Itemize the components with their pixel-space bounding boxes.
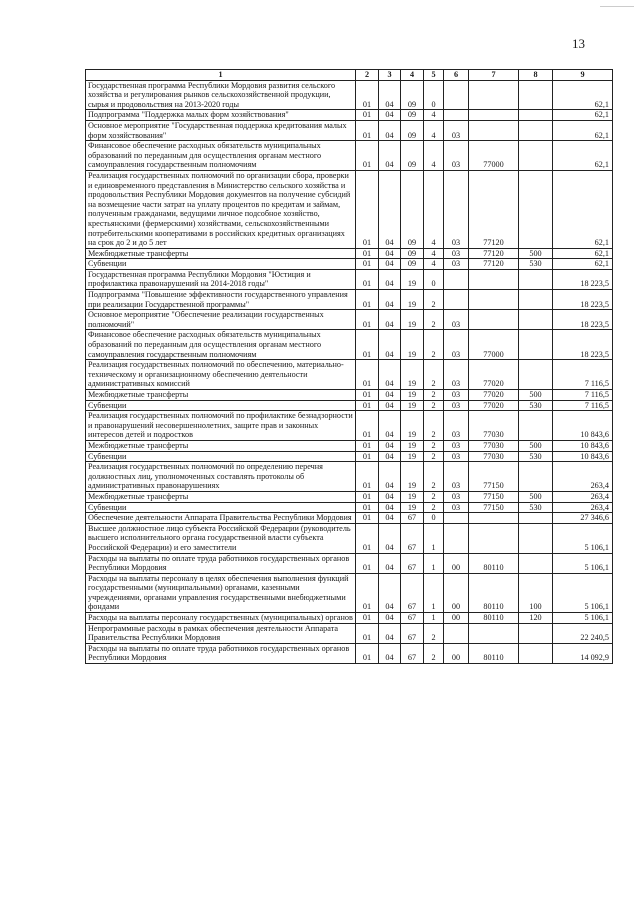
code-subsection: 19 xyxy=(401,269,424,289)
amount: 7 116,5 xyxy=(553,390,613,401)
table-row xyxy=(86,462,613,492)
code-subprogram: 03 xyxy=(444,120,469,140)
code-section: 04 xyxy=(379,330,401,360)
row-name: Межбюджетные трансферты xyxy=(86,491,356,502)
code-direction: 80110 xyxy=(469,643,519,663)
code-program: 2 xyxy=(424,310,444,330)
code-expense-type xyxy=(519,411,553,441)
amount: 10 843,6 xyxy=(553,411,613,441)
table-row xyxy=(86,390,613,401)
code-expense-type: 120 xyxy=(519,613,553,624)
code-direction xyxy=(469,523,519,553)
table-row xyxy=(86,491,613,502)
table-row xyxy=(86,523,613,553)
code-section: 04 xyxy=(379,411,401,441)
row-name: Реализация государственных полномочий по профилактике безнадзорности и правонарушений несовершеннолетних, защите прав и законных интересов детей и подростков xyxy=(86,411,356,441)
code-ministry: 01 xyxy=(356,310,379,330)
row-name: Расходы на выплаты персоналу государственных (муниципальных) органов xyxy=(86,613,356,624)
code-expense-type xyxy=(519,513,553,524)
code-expense-type xyxy=(519,553,553,573)
code-ministry: 01 xyxy=(356,553,379,573)
code-section: 04 xyxy=(379,462,401,492)
table-row xyxy=(86,400,613,411)
code-subprogram xyxy=(444,513,469,524)
code-subprogram: 03 xyxy=(444,360,469,390)
code-section: 04 xyxy=(379,553,401,573)
code-subprogram: 03 xyxy=(444,400,469,411)
code-expense-type: 500 xyxy=(519,390,553,401)
row-name: Реализация государственных полномочий по обеспечению, материально-техническому и организационному обеспечению деятельности административных комиссий xyxy=(86,360,356,390)
code-subsection: 09 xyxy=(401,259,424,270)
code-subprogram: 03 xyxy=(444,440,469,451)
code-subprogram xyxy=(444,623,469,643)
column-header: 1 xyxy=(86,70,356,81)
code-expense-type xyxy=(519,170,553,248)
code-direction xyxy=(469,513,519,524)
row-name: Субвенции xyxy=(86,502,356,513)
code-ministry: 01 xyxy=(356,259,379,270)
code-program: 2 xyxy=(424,411,444,441)
code-program: 2 xyxy=(424,643,444,663)
table-row xyxy=(86,120,613,140)
amount: 62,1 xyxy=(553,170,613,248)
row-name: Расходы на выплаты по оплате труда работников государственных органов Республики Мордовия xyxy=(86,553,356,573)
code-direction: 80110 xyxy=(469,613,519,624)
code-program: 0 xyxy=(424,513,444,524)
code-program: 4 xyxy=(424,110,444,121)
code-direction: 77150 xyxy=(469,462,519,492)
table-row xyxy=(86,110,613,121)
code-ministry: 01 xyxy=(356,613,379,624)
row-name: Основное мероприятие "Обеспечение реализации государственных полномочий" xyxy=(86,310,356,330)
code-ministry: 01 xyxy=(356,330,379,360)
code-ministry: 01 xyxy=(356,643,379,663)
code-subsection: 67 xyxy=(401,623,424,643)
row-name: Межбюджетные трансферты xyxy=(86,440,356,451)
table-row xyxy=(86,643,613,663)
code-subprogram: 03 xyxy=(444,248,469,259)
code-subsection: 67 xyxy=(401,553,424,573)
code-subprogram: 03 xyxy=(444,330,469,360)
column-header: 6 xyxy=(444,70,469,81)
code-ministry: 01 xyxy=(356,248,379,259)
code-program: 2 xyxy=(424,623,444,643)
code-ministry: 01 xyxy=(356,400,379,411)
code-subsection: 19 xyxy=(401,451,424,462)
code-expense-type xyxy=(519,110,553,121)
code-program: 2 xyxy=(424,451,444,462)
amount: 62,1 xyxy=(553,110,613,121)
table-row xyxy=(86,502,613,513)
code-direction: 77150 xyxy=(469,502,519,513)
code-section: 04 xyxy=(379,623,401,643)
code-program: 2 xyxy=(424,290,444,310)
code-section: 04 xyxy=(379,80,401,110)
amount: 5 106,1 xyxy=(553,613,613,624)
amount: 62,1 xyxy=(553,141,613,171)
code-expense-type xyxy=(519,141,553,171)
row-name: Непрограммные расходы в рамках обеспечения деятельности Аппарата Правительства Республики Мордовия xyxy=(86,623,356,643)
table-row xyxy=(86,259,613,270)
row-name: Высшее должностное лицо субъекта Российской Федерации (руководитель высшего исполнительного органа государственной власти субъекта Российской Федерации) и его заместители xyxy=(86,523,356,553)
budget-table xyxy=(85,69,613,664)
table-row xyxy=(86,623,613,643)
code-subsection: 19 xyxy=(401,390,424,401)
code-subprogram: 03 xyxy=(444,491,469,502)
code-section: 04 xyxy=(379,259,401,270)
code-expense-type: 530 xyxy=(519,259,553,270)
code-ministry: 01 xyxy=(356,440,379,451)
row-name: Межбюджетные трансферты xyxy=(86,390,356,401)
code-subprogram xyxy=(444,269,469,289)
amount: 7 116,5 xyxy=(553,400,613,411)
row-name: Расходы на выплаты персоналу в целях обеспечения выполнения функций государственными (муниципальными) органами, казенными учреждениями, органами управления государственными внебюджетными фондами xyxy=(86,573,356,612)
row-name: Субвенции xyxy=(86,451,356,462)
table-row xyxy=(86,248,613,259)
code-ministry: 01 xyxy=(356,170,379,248)
code-expense-type: 530 xyxy=(519,502,553,513)
row-name: Межбюджетные трансферты xyxy=(86,248,356,259)
code-ministry: 01 xyxy=(356,269,379,289)
code-subsection: 19 xyxy=(401,491,424,502)
code-ministry: 01 xyxy=(356,120,379,140)
row-name: Государственная программа Республики Мордовия развития сельского хозяйства и регулирования рынков сельскохозяйственной продукции, сырья и продовольствия на 2013-2020 годы xyxy=(86,80,356,110)
code-expense-type: 500 xyxy=(519,248,553,259)
code-subsection: 09 xyxy=(401,120,424,140)
code-subprogram: 03 xyxy=(444,411,469,441)
code-direction: 77020 xyxy=(469,360,519,390)
code-program: 2 xyxy=(424,502,444,513)
code-section: 04 xyxy=(379,573,401,612)
column-header-row xyxy=(86,70,613,81)
amount: 10 843,6 xyxy=(553,440,613,451)
code-direction xyxy=(469,120,519,140)
table-row xyxy=(86,451,613,462)
table-row xyxy=(86,411,613,441)
code-program: 1 xyxy=(424,613,444,624)
code-direction: 77000 xyxy=(469,330,519,360)
code-ministry: 01 xyxy=(356,390,379,401)
code-program: 2 xyxy=(424,360,444,390)
code-subsection: 19 xyxy=(401,462,424,492)
code-ministry: 01 xyxy=(356,573,379,612)
code-section: 04 xyxy=(379,360,401,390)
amount: 27 346,6 xyxy=(553,513,613,524)
code-subprogram: 03 xyxy=(444,141,469,171)
amount: 5 106,1 xyxy=(553,553,613,573)
code-section: 04 xyxy=(379,390,401,401)
column-header: 4 xyxy=(401,70,424,81)
code-direction xyxy=(469,269,519,289)
amount: 18 223,5 xyxy=(553,269,613,289)
table-body xyxy=(86,80,613,663)
amount: 263,4 xyxy=(553,491,613,502)
code-section: 04 xyxy=(379,120,401,140)
table-row xyxy=(86,573,613,612)
page-number: 13 xyxy=(572,36,585,51)
table-row xyxy=(86,141,613,171)
code-ministry: 01 xyxy=(356,360,379,390)
table-row xyxy=(86,553,613,573)
code-subsection: 09 xyxy=(401,110,424,121)
code-ministry: 01 xyxy=(356,290,379,310)
code-program: 2 xyxy=(424,462,444,492)
code-expense-type: 500 xyxy=(519,491,553,502)
table-row xyxy=(86,513,613,524)
code-direction xyxy=(469,290,519,310)
code-expense-type xyxy=(519,360,553,390)
code-subprogram xyxy=(444,80,469,110)
code-section: 04 xyxy=(379,110,401,121)
code-section: 04 xyxy=(379,290,401,310)
code-subprogram: 03 xyxy=(444,310,469,330)
code-subprogram xyxy=(444,110,469,121)
code-subprogram xyxy=(444,523,469,553)
code-subprogram: 03 xyxy=(444,451,469,462)
code-ministry: 01 xyxy=(356,502,379,513)
code-direction: 77150 xyxy=(469,491,519,502)
code-program: 1 xyxy=(424,573,444,612)
code-ministry: 01 xyxy=(356,141,379,171)
code-section: 04 xyxy=(379,523,401,553)
code-ministry: 01 xyxy=(356,513,379,524)
code-expense-type xyxy=(519,462,553,492)
code-subsection: 09 xyxy=(401,80,424,110)
table-row xyxy=(86,613,613,624)
code-subprogram: 03 xyxy=(444,462,469,492)
code-ministry: 01 xyxy=(356,110,379,121)
column-header: 7 xyxy=(469,70,519,81)
code-direction: 77020 xyxy=(469,400,519,411)
code-program: 0 xyxy=(424,80,444,110)
amount: 7 116,5 xyxy=(553,360,613,390)
table-row xyxy=(86,330,613,360)
code-section: 04 xyxy=(379,451,401,462)
amount: 62,1 xyxy=(553,259,613,270)
code-subsection: 67 xyxy=(401,573,424,612)
code-ministry: 01 xyxy=(356,491,379,502)
code-subprogram: 00 xyxy=(444,613,469,624)
code-expense-type: 530 xyxy=(519,451,553,462)
code-program: 0 xyxy=(424,269,444,289)
row-name: Обеспечение деятельности Аппарата Правительства Республики Мордовия xyxy=(86,513,356,524)
code-direction: 77030 xyxy=(469,411,519,441)
table-row xyxy=(86,310,613,330)
row-name: Реализация государственных полномочий по организации сбора, проверки и единовременного представления в Министерство сельского хозяйства и продовольствия Республики Мордовия документов на получение субсидий на возмещение части затрат на уплату процентов по кредитам и займам, полученным гражданами, ведущими личное подсобное хозяйство, крестьянскими (фермерскими) хозяйствами, сельскохозяйственными потребительскими кооперативами в российских кредитных организациях на срок до 2 и до 5 лет xyxy=(86,170,356,248)
code-section: 04 xyxy=(379,643,401,663)
row-name: Подпрограмма "Поддержка малых форм хозяйствования" xyxy=(86,110,356,121)
code-expense-type: 530 xyxy=(519,400,553,411)
code-direction: 77000 xyxy=(469,141,519,171)
code-program: 4 xyxy=(424,120,444,140)
code-expense-type xyxy=(519,330,553,360)
code-ministry: 01 xyxy=(356,462,379,492)
code-expense-type xyxy=(519,623,553,643)
code-expense-type xyxy=(519,120,553,140)
code-subsection: 19 xyxy=(401,440,424,451)
code-section: 04 xyxy=(379,310,401,330)
column-header: 3 xyxy=(379,70,401,81)
code-program: 4 xyxy=(424,248,444,259)
code-program: 2 xyxy=(424,390,444,401)
amount: 10 843,6 xyxy=(553,451,613,462)
row-name: Субвенции xyxy=(86,400,356,411)
code-section: 04 xyxy=(379,613,401,624)
code-direction: 77020 xyxy=(469,390,519,401)
code-subsection: 19 xyxy=(401,310,424,330)
code-section: 04 xyxy=(379,170,401,248)
amount: 18 223,5 xyxy=(553,330,613,360)
code-section: 04 xyxy=(379,400,401,411)
code-section: 04 xyxy=(379,141,401,171)
column-header: 2 xyxy=(356,70,379,81)
table-row xyxy=(86,170,613,248)
table-row xyxy=(86,269,613,289)
code-subsection: 67 xyxy=(401,523,424,553)
code-direction: 77120 xyxy=(469,248,519,259)
code-program: 4 xyxy=(424,170,444,248)
code-subsection: 19 xyxy=(401,411,424,441)
code-section: 04 xyxy=(379,440,401,451)
amount: 5 106,1 xyxy=(553,573,613,612)
code-ministry: 01 xyxy=(356,623,379,643)
amount: 14 092,9 xyxy=(553,643,613,663)
code-expense-type xyxy=(519,643,553,663)
code-direction: 77120 xyxy=(469,259,519,270)
amount: 263,4 xyxy=(553,462,613,492)
code-section: 04 xyxy=(379,269,401,289)
code-direction: 80110 xyxy=(469,573,519,612)
code-subsection: 09 xyxy=(401,170,424,248)
code-subsection: 19 xyxy=(401,360,424,390)
amount: 5 106,1 xyxy=(553,523,613,553)
code-subsection: 19 xyxy=(401,290,424,310)
code-direction: 77030 xyxy=(469,440,519,451)
code-subsection: 19 xyxy=(401,400,424,411)
row-name: Основное мероприятие "Государственная поддержка кредитования малых форм хозяйствования" xyxy=(86,120,356,140)
code-direction xyxy=(469,110,519,121)
code-section: 04 xyxy=(379,513,401,524)
code-expense-type xyxy=(519,290,553,310)
code-expense-type xyxy=(519,269,553,289)
code-section: 04 xyxy=(379,502,401,513)
row-name: Подпрограмма "Повышение эффективности государственного управления при реализации Государственной программы" xyxy=(86,290,356,310)
code-program: 2 xyxy=(424,491,444,502)
row-name: Субвенции xyxy=(86,259,356,270)
code-program: 4 xyxy=(424,141,444,171)
row-name: Реализация государственных полномочий по определению перечня должностных лиц, уполномоченных составлять протоколы об административных правонарушениях xyxy=(86,462,356,492)
table-row xyxy=(86,440,613,451)
code-direction xyxy=(469,623,519,643)
code-subsection: 67 xyxy=(401,513,424,524)
amount: 263,4 xyxy=(553,502,613,513)
code-subprogram: 03 xyxy=(444,502,469,513)
code-direction xyxy=(469,310,519,330)
code-subsection: 19 xyxy=(401,502,424,513)
row-name: Расходы на выплаты по оплате труда работников государственных органов Республики Мордовия xyxy=(86,643,356,663)
code-ministry: 01 xyxy=(356,523,379,553)
code-expense-type: 100 xyxy=(519,573,553,612)
code-subprogram: 00 xyxy=(444,643,469,663)
row-name: Финансовое обеспечение расходных обязательств муниципальных образований по переданным для осуществления органам местного самоуправления государственным полномочиям xyxy=(86,330,356,360)
code-subprogram: 00 xyxy=(444,573,469,612)
code-subsection: 67 xyxy=(401,613,424,624)
code-program: 1 xyxy=(424,523,444,553)
code-expense-type xyxy=(519,523,553,553)
code-expense-type: 500 xyxy=(519,440,553,451)
code-subprogram: 03 xyxy=(444,170,469,248)
row-name: Финансовое обеспечение расходных обязательств муниципальных образований по переданным для осуществления органам местного самоуправления государственным полномочиям xyxy=(86,141,356,171)
amount: 62,1 xyxy=(553,120,613,140)
table-row xyxy=(86,360,613,390)
row-name: Государственная программа Республики Мордовия "Юстиция и профилактика правонарушений на 2014-2018 годы" xyxy=(86,269,356,289)
code-subsection: 09 xyxy=(401,141,424,171)
table-row xyxy=(86,80,613,110)
code-direction: 77120 xyxy=(469,170,519,248)
column-header: 9 xyxy=(553,70,613,81)
amount: 18 223,5 xyxy=(553,310,613,330)
code-direction: 80110 xyxy=(469,553,519,573)
code-ministry: 01 xyxy=(356,411,379,441)
amount: 62,1 xyxy=(553,80,613,110)
code-program: 2 xyxy=(424,330,444,360)
code-subsection: 09 xyxy=(401,248,424,259)
code-subsection: 67 xyxy=(401,643,424,663)
code-subprogram: 03 xyxy=(444,390,469,401)
column-header: 5 xyxy=(424,70,444,81)
code-subsection: 19 xyxy=(401,330,424,360)
column-header: 8 xyxy=(519,70,553,81)
amount: 22 240,5 xyxy=(553,623,613,643)
code-program: 2 xyxy=(424,400,444,411)
code-section: 04 xyxy=(379,491,401,502)
scan-artifact xyxy=(600,6,634,7)
table-row xyxy=(86,290,613,310)
code-ministry: 01 xyxy=(356,80,379,110)
code-section: 04 xyxy=(379,248,401,259)
code-program: 1 xyxy=(424,553,444,573)
code-program: 4 xyxy=(424,259,444,270)
code-program: 2 xyxy=(424,440,444,451)
amount: 18 223,5 xyxy=(553,290,613,310)
amount: 62,1 xyxy=(553,248,613,259)
code-subprogram: 03 xyxy=(444,259,469,270)
code-expense-type xyxy=(519,80,553,110)
code-expense-type xyxy=(519,310,553,330)
code-direction xyxy=(469,80,519,110)
code-direction: 77030 xyxy=(469,451,519,462)
code-subprogram: 00 xyxy=(444,553,469,573)
code-subprogram xyxy=(444,290,469,310)
code-ministry: 01 xyxy=(356,451,379,462)
